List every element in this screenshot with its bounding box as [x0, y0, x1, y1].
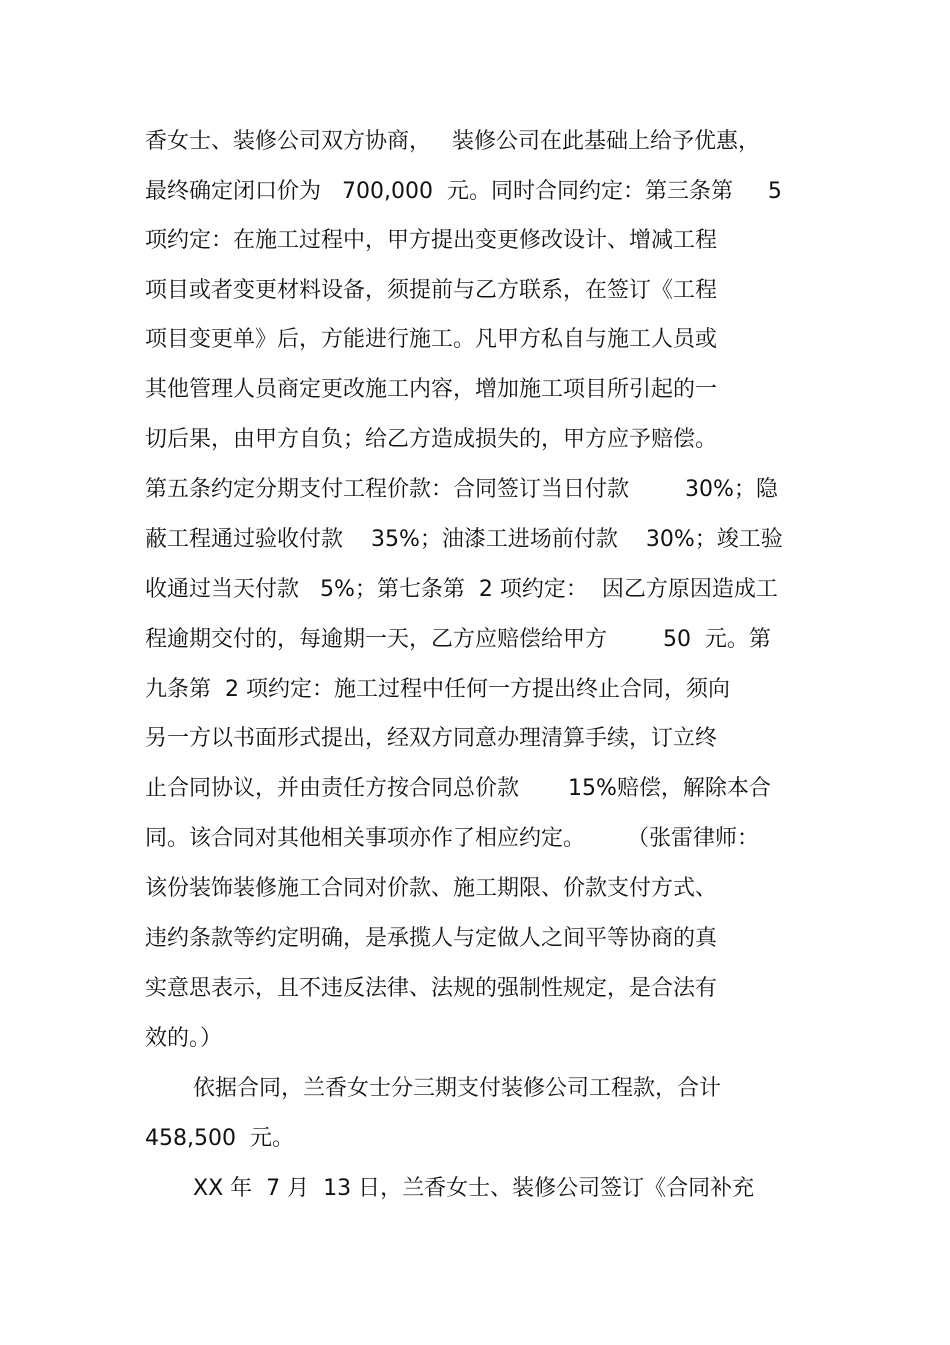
text-line: 项目或者变更材料设备，须提前与乙方联系，在签订《工程 — [145, 278, 718, 303]
text-line: 蔽工程通过验收付款 35%；油漆工进场前付款 30%；竣工验 — [145, 527, 783, 552]
text-line: 切后果，由甲方自负；给乙方造成损失的，甲方应予赔偿。 — [145, 427, 718, 452]
text-line: 该份装饰装修施工合同对价款、施工期限、价款支付方式、 — [145, 876, 718, 901]
text-line: 最终确定闭口价为 700,000 元。同时合同约定：第三条第 5 — [145, 179, 782, 204]
text-line: 项约定：在施工过程中，甲方提出变更修改设计、增减工程 — [145, 228, 718, 253]
text-line: 收通过当天付款 5%；第七条第 2 项约定： 因乙方原因造成工 — [145, 577, 778, 602]
text-line: 香女士、装修公司双方协商， 装修公司在此基础上给予优惠， — [145, 129, 760, 154]
text-line: 效的。） — [145, 1026, 223, 1051]
text-line: 458,500 元。 — [145, 1126, 294, 1151]
text-line: 止合同协议，并由责任方按合同总价款 15%赔偿，解除本合 — [145, 776, 771, 801]
paragraph-first-line: 依据合同，兰香女士分三期支付装修公司工程款，合计 — [193, 1076, 722, 1101]
text-line: 另一方以书面形式提出，经双方同意办理清算手续，订立终 — [145, 726, 718, 751]
text-line: 违约条款等约定明确，是承揽人与定做人之间平等协商的真 — [145, 926, 718, 951]
text-line: 程逾期交付的，每逾期一天，乙方应赔偿给甲方 50 元。第 — [145, 627, 771, 652]
text-line: 实意思表示，且不违反法律、法规的强制性规定，是合法有 — [145, 976, 718, 1001]
text-line: 同。该合同对其他相关事项亦作了相应约定。 （张雷律师： — [145, 826, 759, 851]
paragraph-first-line: XX 年 7 月 13 日，兰香女士、装修公司签订《合同补充 — [193, 1176, 755, 1201]
text-line: 第五条约定分期支付工程价款：合同签订当日付款 30%；隐 — [145, 477, 778, 502]
text-line: 项目变更单》后，方能进行施工。凡甲方私自与施工人员或 — [145, 327, 718, 352]
text-line: 九条第 2 项约定：施工过程中任何一方提出终止合同，须向 — [145, 677, 730, 702]
text-line: 其他管理人员商定更改施工内容，增加施工项目所引起的一 — [145, 377, 718, 402]
